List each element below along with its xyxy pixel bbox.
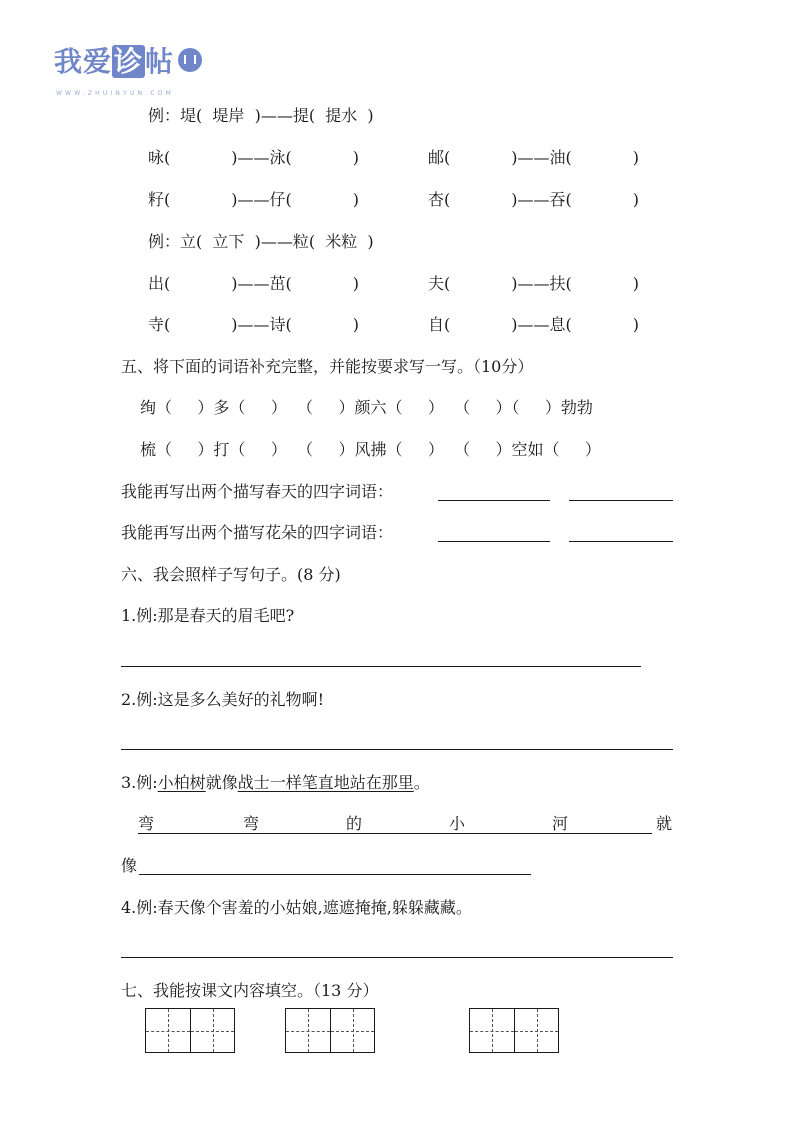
word-pair-row: 出( )——茁( ) <box>148 274 360 293</box>
grid-cell[interactable] <box>330 1009 374 1052</box>
example-line-2: 例：立( 立下 )——粒( 米粒 ) <box>148 232 374 251</box>
grid-cell[interactable] <box>514 1009 558 1052</box>
grid-cell[interactable] <box>470 1009 514 1052</box>
sentence-word: 河 <box>552 814 569 833</box>
answer-blank[interactable] <box>569 541 673 542</box>
writing-grid[interactable] <box>469 1008 559 1053</box>
writing-grid[interactable] <box>145 1008 235 1053</box>
grid-cell[interactable] <box>190 1009 234 1052</box>
section-5-title: 五、将下面的词语补充完整，并能按要求写一写。（10分） <box>121 357 534 376</box>
word-pair-row: 自( )——息( ) <box>428 315 640 334</box>
question-3: 3.例:小柏树就像战士一样笔直地站在那里。 <box>121 773 430 792</box>
answer-blank[interactable] <box>438 500 550 501</box>
question-1: 1.例:那是春天的眉毛吧? <box>121 606 295 625</box>
logo-text: 我爱诊帖 <box>54 45 175 78</box>
sentence-word: 的 <box>346 814 363 833</box>
word-pair-row: 籽( )——仔( ) <box>148 190 360 209</box>
word-pair-row: 咏( )——泳( ) <box>148 148 360 167</box>
question-4: 4.例:春天像个害羞的小姑娘,遮遮掩掩,躲躲藏藏。 <box>121 898 472 917</box>
answer-line[interactable] <box>121 749 673 750</box>
answer-line[interactable] <box>121 957 673 958</box>
question-2: 2.例:这是多么美好的礼物啊! <box>121 690 325 709</box>
sentence-word: 小 <box>449 814 466 833</box>
sentence-word: 就 <box>656 814 673 833</box>
answer-line[interactable] <box>121 666 641 667</box>
answer-line[interactable] <box>138 833 652 834</box>
logo-url: WWW.ZHUINYUN.COM <box>56 90 175 97</box>
sentence-word: 弯 <box>138 814 155 833</box>
idiom-fill-line: 绚（ ）多（ ） （ ）颜六（ ） （ ）（ ）勃勃 <box>140 398 593 417</box>
word-pair-row: 杏( )——吞( ) <box>428 190 640 209</box>
spring-words-prompt: 我能再写出两个描写春天的四字词语： <box>121 482 394 501</box>
flower-words-prompt: 我能再写出两个描写花朵的四字词语： <box>121 523 394 542</box>
writing-grid[interactable] <box>285 1008 375 1053</box>
word-pair-row: 寺( )——诗( ) <box>148 315 360 334</box>
brand-logo <box>54 40 202 80</box>
sentence-word: 弯 <box>243 814 260 833</box>
word-pair-row: 邮( )——油( ) <box>428 148 640 167</box>
answer-blank[interactable] <box>438 541 550 542</box>
section-7-title: 七、我能按课文内容填空。（13 分） <box>121 981 379 1000</box>
section-6-title: 六、我会照样子写句子。(8 分) <box>121 565 341 584</box>
grid-cell[interactable] <box>146 1009 190 1052</box>
sentence-word: 像 <box>121 856 138 875</box>
answer-blank[interactable] <box>569 500 673 501</box>
example-line-1: 例：堤( 堤岸 )——提( 提水 ) <box>148 106 374 125</box>
idiom-fill-line: 梳（ ）打（ ） （ ）风拂（ ） （ ）空如（ ） <box>140 440 601 459</box>
answer-line[interactable] <box>139 874 531 875</box>
word-pair-row: 夫( )——扶( ) <box>428 274 640 293</box>
chat-bubble-icon <box>178 48 202 72</box>
grid-cell[interactable] <box>286 1009 330 1052</box>
